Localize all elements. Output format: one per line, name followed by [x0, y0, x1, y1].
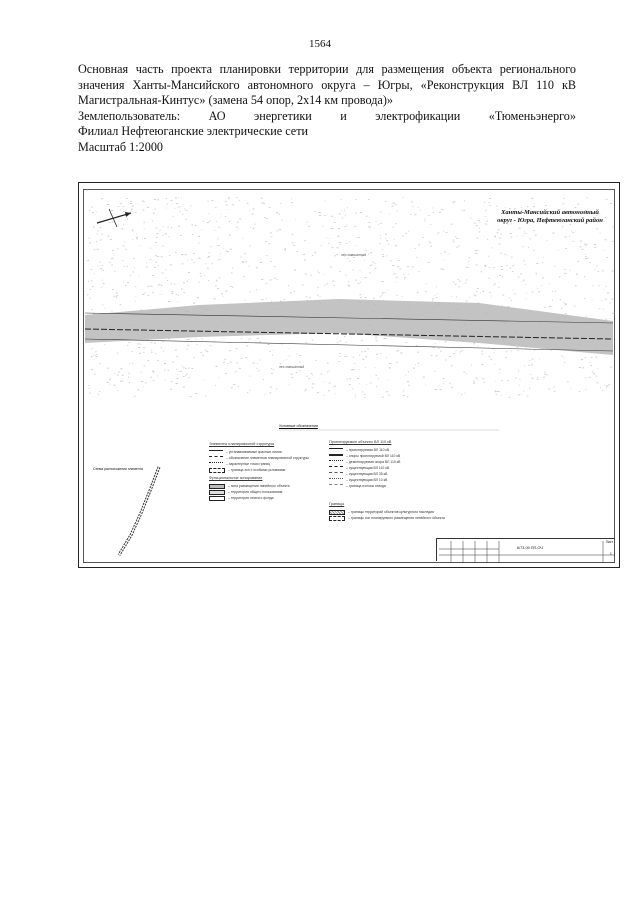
line-symbol: [329, 466, 343, 470]
legend-item: – границы территорий объектов культурного наследия: [348, 510, 434, 514]
legend-heading: Функциональное зонирование: [209, 476, 263, 480]
hatch-symbol: [329, 510, 345, 515]
public-zone-symbol: [209, 490, 225, 495]
region-title: Ханты-Мансийский автономный округ - Югра, Нефтеюганский район: [497, 209, 603, 224]
legend-item: – характерные точки границ: [226, 462, 271, 466]
legend-heading: Элементы планировочной структуры: [209, 442, 275, 446]
corridor-band: [85, 299, 613, 355]
legend-zoning: [209, 475, 329, 501]
legend-item: – демонтируемая опора ВЛ 110 кВ: [346, 460, 401, 464]
legend-item: – зона размещения линейного объекта: [228, 484, 290, 488]
legend-boundaries: [329, 501, 459, 521]
line-symbol: [329, 454, 343, 459]
line-symbol: [329, 484, 343, 488]
red-line-symbol: [209, 450, 223, 454]
scheme-inset: [119, 467, 159, 555]
legend-title: Условные обозначения: [279, 424, 318, 428]
point-symbol: [209, 462, 223, 466]
line-symbol: [329, 478, 343, 482]
sheet-number: 1: [609, 551, 612, 556]
legend-item: – проектируемая ВЛ 110 кВ: [346, 448, 390, 452]
land-user-word: электрофикации: [375, 108, 461, 123]
land-user-word: и: [340, 108, 347, 123]
legend-planning: [209, 441, 329, 473]
terrain-texture: [87, 197, 614, 398]
legend-heading: Границы: [329, 502, 345, 506]
sheet-label: Лист: [605, 540, 613, 544]
drawing-sheet: [78, 182, 620, 568]
zone-fill-symbol: [209, 484, 225, 489]
legend-objects: [329, 439, 449, 489]
scale-line: Масштаб 1:2000: [78, 139, 164, 154]
line-symbol: [329, 448, 343, 452]
document-header: [78, 62, 576, 155]
legend-item: – территория общего пользования: [228, 490, 283, 494]
page-number: 1564: [309, 38, 331, 50]
legend-item: – существующая ВЛ 10 кВ: [346, 478, 388, 482]
legend-heading: Проектируемые объекты ВЛ 110 кВ: [329, 440, 392, 444]
line-symbol: [329, 460, 343, 464]
drawing-code: 6/73.09.ПП-ОЧ: [517, 546, 543, 550]
map-label: лес смешанный: [341, 253, 367, 257]
header-line-3: Магистральная-Кинтус» (замена 54 опор, 2х14 км провода)»: [78, 93, 393, 107]
forest-zone-symbol: [209, 496, 225, 501]
land-user-line: [78, 109, 576, 125]
legend-item: – существующая ВЛ 110 кВ: [346, 466, 390, 470]
land-user-word: энергетики: [254, 108, 312, 123]
header-line-2: значения Ханты-Мансийского автономного округа – Югры, «Реконструкция ВЛ 110 кВ: [78, 77, 576, 92]
boundary-symbol: [329, 516, 345, 521]
land-user-word: «Тюменьэнерго»: [488, 108, 576, 123]
title-block: [436, 538, 615, 561]
legend-item: – существующая ВЛ 35 кВ: [346, 472, 388, 476]
compass-icon: [97, 209, 131, 227]
zone-symbol: [209, 468, 225, 473]
legend-item: – опоры проектируемой ВЛ 110 кВ: [346, 454, 401, 458]
element-symbol: [209, 456, 223, 460]
scheme-label: Схема расположения элемента: [93, 467, 143, 471]
legend-item: – территория лесного фонда: [228, 496, 274, 500]
legend-item: – устанавливаемые красные линии: [226, 450, 282, 454]
legend-item: – обозначение элементов планировочной структуры: [226, 456, 309, 460]
land-user-word: АО: [208, 108, 226, 123]
legend-item: – граница полосы отвода: [346, 484, 386, 488]
land-user-label: Землепользователь:: [78, 108, 181, 123]
legend-item: – граница зон с особыми условиями: [228, 468, 286, 472]
header-line-1: Основная часть проекта планировки территории для размещения объекта регионального: [78, 62, 576, 76]
line-symbol: [329, 472, 343, 476]
header-line-5: Филиал Нефтеюганские электрические сети: [78, 124, 309, 138]
map-label: лес смешанный: [279, 365, 305, 369]
legend-item: – границы зон планируемого размещения линейного объекта: [348, 516, 445, 520]
